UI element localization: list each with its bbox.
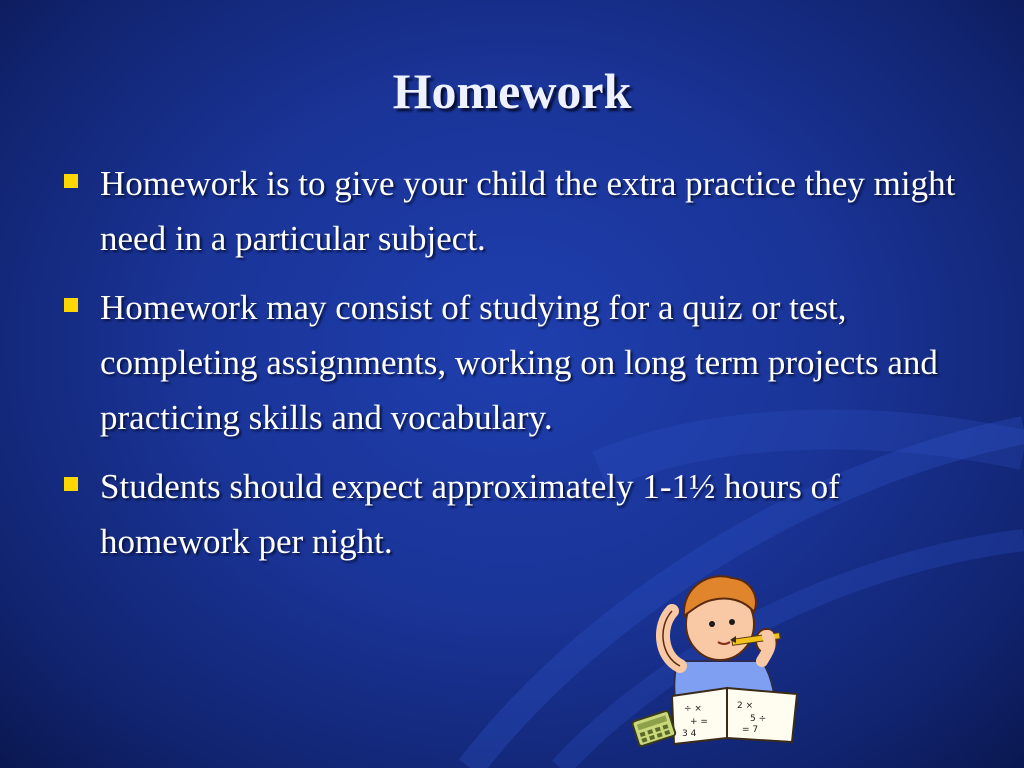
svg-text:2 ×: 2 × (737, 701, 754, 711)
boy-doing-homework-icon (632, 566, 817, 751)
bullet-text: Homework is to give your child the extra practice they might need in a particular subject. (100, 164, 956, 258)
slide-title: Homework (392, 63, 632, 119)
svg-text:5 ÷: 5 ÷ (750, 714, 767, 724)
svg-text:3 4: 3 4 (682, 729, 697, 739)
bullet-text: Homework may consist of studying for a quiz or test, completing assignments, working on long term projects and practicing skills and vocabulary. (100, 288, 938, 437)
bullet-square-icon (64, 477, 78, 491)
bullet-text: Students should expect approximately 1-1½ hours of homework per night. (100, 467, 840, 561)
bullet-item (60, 280, 980, 445)
svg-text:= 7: = 7 (742, 725, 759, 735)
bullet-square-icon (64, 298, 78, 312)
svg-text:+ =: + = (690, 717, 708, 727)
bullet-item (60, 156, 980, 266)
bullet-square-icon (64, 174, 78, 188)
bullet-item (60, 459, 980, 569)
svg-text:÷ ×: ÷ × (684, 704, 702, 714)
bullet-list (60, 156, 980, 583)
